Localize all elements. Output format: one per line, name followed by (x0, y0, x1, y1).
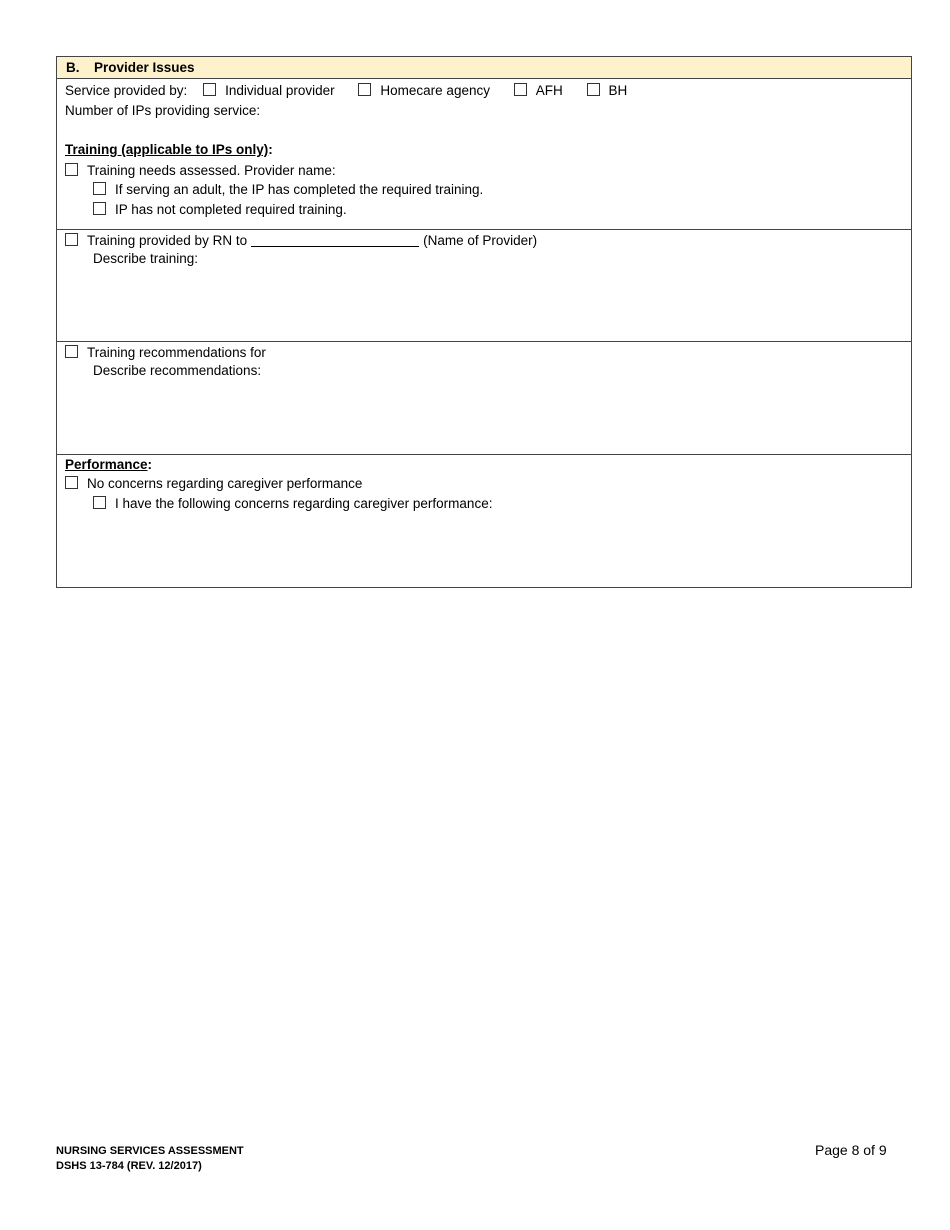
checkbox-no-concerns[interactable] (65, 476, 78, 489)
concerns-label: I have the following concerns regarding caregiver performance: (115, 496, 493, 511)
checkbox-afh[interactable] (514, 83, 527, 96)
performance-section (57, 455, 911, 587)
option-homecare-agency[interactable] (358, 83, 490, 99)
training-rn-section (57, 230, 911, 342)
training-completed-row[interactable] (93, 182, 483, 198)
describe-training-label: Describe training: (93, 251, 199, 266)
footer-form-info (56, 1144, 244, 1174)
checkbox-bh[interactable] (587, 83, 600, 96)
describe-recommendations-label: Describe recommendations: (93, 363, 262, 378)
option-afh[interactable] (514, 83, 563, 99)
option-bh[interactable] (587, 83, 628, 99)
no-concerns-label: No concerns regarding caregiver performance (87, 476, 363, 491)
recommendations-label: Training recommendations for (87, 345, 266, 360)
service-section (57, 79, 911, 230)
checkbox-individual-provider[interactable] (203, 83, 216, 96)
training-needs-row[interactable] (65, 163, 336, 179)
form-title: NURSING SERVICES ASSESSMENT (56, 1145, 244, 1157)
option-label: AFH (535, 83, 563, 98)
checkbox-training-completed[interactable] (93, 182, 106, 195)
provider-issues-form (56, 56, 912, 588)
form-number: DSHS 13-784 (REV. 12/2017) (56, 1160, 202, 1172)
section-title: Provider Issues (94, 60, 195, 75)
checkbox-training-rn[interactable] (65, 233, 78, 246)
recommendations-row[interactable] (65, 345, 266, 361)
option-label: Homecare agency (380, 83, 490, 98)
checkbox-concerns[interactable] (93, 496, 106, 509)
performance-heading: Performance (65, 457, 148, 472)
checkbox-training-needs[interactable] (65, 163, 78, 176)
section-header (57, 57, 911, 79)
training-needs-label: Training needs assessed. Provider name: (87, 163, 336, 178)
no-concerns-row[interactable] (65, 476, 362, 492)
provider-name-field[interactable] (251, 234, 419, 247)
section-letter: B. (66, 60, 80, 75)
provider-name-label: (Name of Provider) (423, 233, 538, 248)
page-number: Page 8 of 9 (815, 1142, 887, 1158)
service-provided-row (65, 83, 627, 99)
training-rn-label: Training provided by RN to (87, 233, 248, 248)
training-completed-label: If serving an adult, the IP has completed the required training. (115, 182, 484, 197)
option-label: BH (608, 83, 628, 98)
option-label: Individual provider (225, 83, 335, 98)
training-heading: Training (applicable to IPs only) (65, 142, 269, 157)
recommendations-section (57, 342, 911, 455)
concerns-row[interactable] (93, 496, 492, 512)
option-individual-provider[interactable] (203, 83, 335, 99)
number-of-ips-label: Number of IPs providing service: (65, 103, 261, 118)
training-heading-row: Training (applicable to IPs only): (65, 142, 273, 157)
performance-heading-row: Performance: (65, 457, 153, 472)
training-not-completed-label: IP has not completed required training. (115, 202, 347, 217)
service-provided-label: Service provided by: (65, 83, 188, 98)
training-rn-row[interactable] (65, 233, 537, 249)
checkbox-homecare-agency[interactable] (358, 83, 371, 96)
training-not-completed-row[interactable] (93, 202, 347, 218)
checkbox-training-not-completed[interactable] (93, 202, 106, 215)
checkbox-recommendations[interactable] (65, 345, 78, 358)
